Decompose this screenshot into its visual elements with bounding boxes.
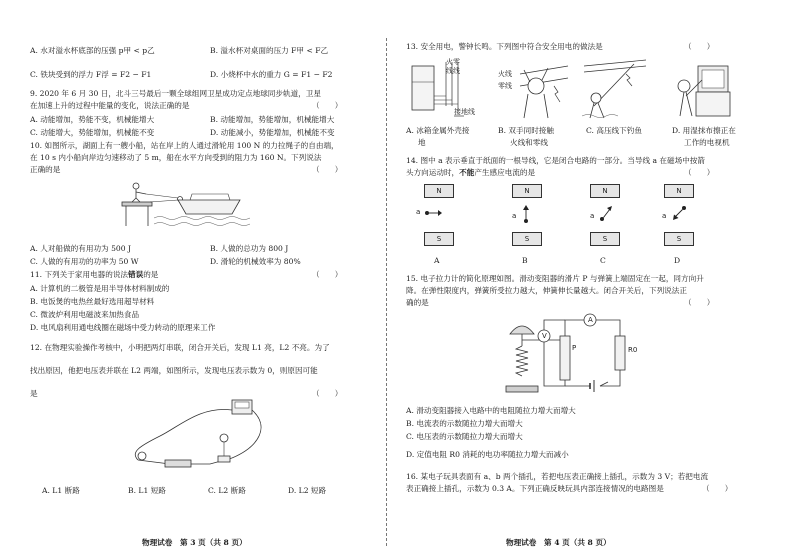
q11-option-a: A. 计算机的二极管是用半导体材料制成的 bbox=[30, 284, 170, 293]
q13-b-label-2: 零线 bbox=[498, 82, 512, 90]
q14-option-c: C bbox=[600, 256, 606, 265]
q15-option-d: D. 定值电阻 R0 消耗的电功率随拉力增大而减小 bbox=[406, 450, 569, 459]
q11-option-c: C. 微波炉利用电磁波来加热食品 bbox=[30, 310, 140, 319]
q15-option-c: C. 电压表的示数随拉力增大而增大 bbox=[406, 432, 523, 441]
q12-stem-line3: 是 bbox=[30, 389, 38, 398]
q9-answer-paren: （ ） bbox=[312, 101, 343, 110]
q14-d-pole-n: N bbox=[664, 184, 694, 198]
q15-voltmeter-label: V bbox=[542, 332, 547, 340]
q15-answer-paren: （ ） bbox=[684, 298, 715, 307]
q14-a-pole-s: S bbox=[424, 232, 454, 246]
q14-option-b: B bbox=[522, 256, 528, 265]
boat-pulley-figure bbox=[120, 176, 260, 238]
q15-stem-line2: 降。在弹性限度内，弹簧所受拉力越大，伸簧伸长量越大。闭合开关后，下列说法正 bbox=[406, 286, 687, 295]
q10-option-a: A. 人对船做的有用功为 500 J bbox=[30, 244, 132, 253]
q13-option-b-line1: B. 双手同时接触 bbox=[498, 126, 554, 135]
series-lamps-circuit-figure bbox=[120, 396, 270, 472]
q14-emphasis: 不能 bbox=[459, 168, 475, 177]
q9-option-b: B. 动能增加，势能增加，机械能增大 bbox=[210, 115, 335, 124]
q12-option-a: A. L1 断路 bbox=[42, 486, 80, 495]
q9-option-d: D. 动能减小，势能增加，机械能不变 bbox=[210, 128, 335, 137]
q15-option-a: A. 滑动变阻器接入电路中的电阻随拉力增大而增大 bbox=[406, 406, 576, 415]
q11-answer-paren: （ ） bbox=[312, 270, 343, 279]
q15-r0-label: R0 bbox=[628, 346, 638, 354]
q14-b-arrow-up bbox=[520, 203, 532, 225]
q14-a-arrow-right bbox=[424, 207, 444, 219]
q12-answer-paren: （ ） bbox=[312, 389, 343, 398]
q14-b-pole-n: N bbox=[512, 184, 542, 198]
q16-stem-line2: 表正确接上插孔，示数为 0.3 A。下列正确反映玩具内部连接情况的电路图是 bbox=[406, 484, 664, 493]
q8-option-b: B. 溢水杯对桌面的压力 F甲 < F乙 bbox=[210, 46, 329, 55]
q13-option-b-line2: 火线和零线 bbox=[510, 138, 548, 147]
q8-option-d: D. 小烧杯中水的重力 G = F1 − F2 bbox=[210, 70, 333, 79]
q10-option-d: D. 滑轮的机械效率为 80% bbox=[210, 257, 301, 266]
q14-c-pole-n: N bbox=[590, 184, 620, 198]
q13-stem: 13. 安全用电，警钟长鸣。下列图中符合安全用电的做法是 bbox=[406, 42, 603, 51]
q14-a-wire-label: a bbox=[416, 208, 421, 216]
q9-option-a: A. 动能增加，势能不变，机械能增大 bbox=[30, 115, 155, 124]
q14-answer-paren: （ ） bbox=[684, 168, 715, 177]
q12-option-b: B. L1 短路 bbox=[128, 486, 166, 495]
q15-ammeter-label: A bbox=[588, 316, 593, 324]
page-4-footer: 物理试卷 第 4 页（共 8 页） bbox=[506, 538, 611, 547]
q12-option-d: D. L2 短路 bbox=[288, 486, 327, 495]
exam-page-3 bbox=[0, 0, 384, 560]
q14-c-arrow-up-right bbox=[598, 203, 614, 223]
q13-a-label-3: 接地线 bbox=[454, 108, 475, 116]
q15-option-b: B. 电流表的示数随拉力增大而增大 bbox=[406, 419, 523, 428]
q14-stem-line2: 头方向运动时，不能产生感应电流的是 bbox=[406, 168, 536, 177]
q11-emphasis: 错误 bbox=[128, 270, 144, 279]
q13-answer-paren: （ ） bbox=[684, 42, 715, 51]
q13-figure-c-fishing bbox=[580, 56, 650, 122]
q13-option-d-line1: D. 用湿抹布擦正在 bbox=[672, 126, 736, 135]
q10-option-c: C. 人做的有用功的功率为 50 W bbox=[30, 257, 139, 266]
q14-a-pole-n: N bbox=[424, 184, 454, 198]
q13-a-label-1: 火零 bbox=[446, 58, 460, 66]
q9-option-c: C. 动能增大，势能增加，机械能不变 bbox=[30, 128, 155, 137]
page-divider bbox=[386, 38, 387, 546]
q8-option-a: A. 水对溢水杯底部的压强 p甲 < p乙 bbox=[30, 46, 155, 55]
q15-stem-line3: 确的是 bbox=[406, 298, 429, 307]
q14-d-arrow-down-left bbox=[670, 203, 688, 223]
q14-c-pole-s: S bbox=[590, 232, 620, 246]
q14-d-pole-s: S bbox=[664, 232, 694, 246]
q11-option-b: B. 电饭煲的电热丝最好选用超导材料 bbox=[30, 297, 155, 306]
q14-b-pole-s: S bbox=[512, 232, 542, 246]
q12-option-c: C. L2 断路 bbox=[208, 486, 246, 495]
q14-c-wire-label: a bbox=[590, 212, 595, 220]
q14-option-d: D bbox=[674, 256, 681, 265]
q8-option-c: C. 铁块受到的浮力 F浮 = F2 − F1 bbox=[30, 70, 152, 79]
q12-stem-line1: 12. 在物理实验操作考核中，小明把两灯串联，闭合开关后，发现 L1 亮，L2 不亮。为了 bbox=[30, 343, 330, 352]
q13-option-d-line2: 工作的电视机 bbox=[684, 138, 730, 147]
q11-stem: 11. 下列关于家用电器的说法错误的是 bbox=[30, 270, 159, 279]
q16-answer-paren: （ ） bbox=[702, 484, 733, 493]
q14-option-a: A bbox=[434, 256, 440, 265]
q13-figure-d-tv bbox=[670, 56, 736, 122]
q11-option-d: D. 电风扇利用通电线圈在磁场中受力转动的原理来工作 bbox=[30, 323, 216, 332]
q14-b-wire-label: a bbox=[512, 212, 517, 220]
exam-page-4 bbox=[394, 0, 794, 560]
q14-stem-line1: 14. 图中 a 表示垂直于纸面的一根导线，它是闭合电路的一部分。当导线 a 在磁场中按箭 bbox=[406, 156, 705, 165]
q13-option-a-line2: 地 bbox=[418, 138, 426, 147]
q10-stem-line1: 10. 如图所示，湖面上有一艘小船，站在岸上的人通过滑轮用 100 N 的力拉绳子的自由端， bbox=[30, 141, 339, 150]
page-3-footer: 物理试卷 第 3 页（共 8 页） bbox=[142, 538, 247, 547]
q15-tension-meter-circuit bbox=[504, 306, 634, 398]
q10-stem-line2: 在 10 s 内小船向岸边匀速移动了 5 m，船在水平方向受到的阻力为 160 N。下列说法 bbox=[30, 153, 322, 162]
q10-option-b: B. 人做的总功为 800 J bbox=[210, 244, 289, 253]
q15-slider-label: P bbox=[572, 344, 577, 352]
q9-stem-line1: 9. 2020 年 6 月 30 日，北斗三号最后一颗全球组网卫星成功定点地球同步轨道，卫星 bbox=[30, 89, 321, 98]
q13-a-label-2: 线线 bbox=[446, 67, 460, 75]
q14-d-wire-label: a bbox=[662, 212, 667, 220]
q10-stem-line3: 正确的是 bbox=[30, 165, 61, 174]
q15-stem-line1: 15. 电子拉力计的简化原理如图。滑动变阻器的滑片 P 与弹簧上端固定在一起，同方向升 bbox=[406, 274, 704, 283]
q13-b-label-1: 火线 bbox=[498, 70, 512, 78]
q13-option-a-line1: A. 冰箱金属外壳接 bbox=[406, 126, 470, 135]
q12-stem-line2: 找出原因，他把电压表并联在 L2 两端，如图所示，发现电压表示数为 0，则原因可能 bbox=[30, 366, 318, 375]
q16-stem-line1: 16. 某电子玩具表面有 a、b 两个插孔，若把电压表正确接上插孔，示数为 3 V；若把电流 bbox=[406, 472, 709, 481]
q13-option-c-line1: C. 高压线下钓鱼 bbox=[586, 126, 642, 135]
q9-stem-line2: 在加速上升的过程中能量的变化，说法正确的是 bbox=[30, 101, 190, 110]
q10-answer-paren: （ ） bbox=[312, 165, 343, 174]
